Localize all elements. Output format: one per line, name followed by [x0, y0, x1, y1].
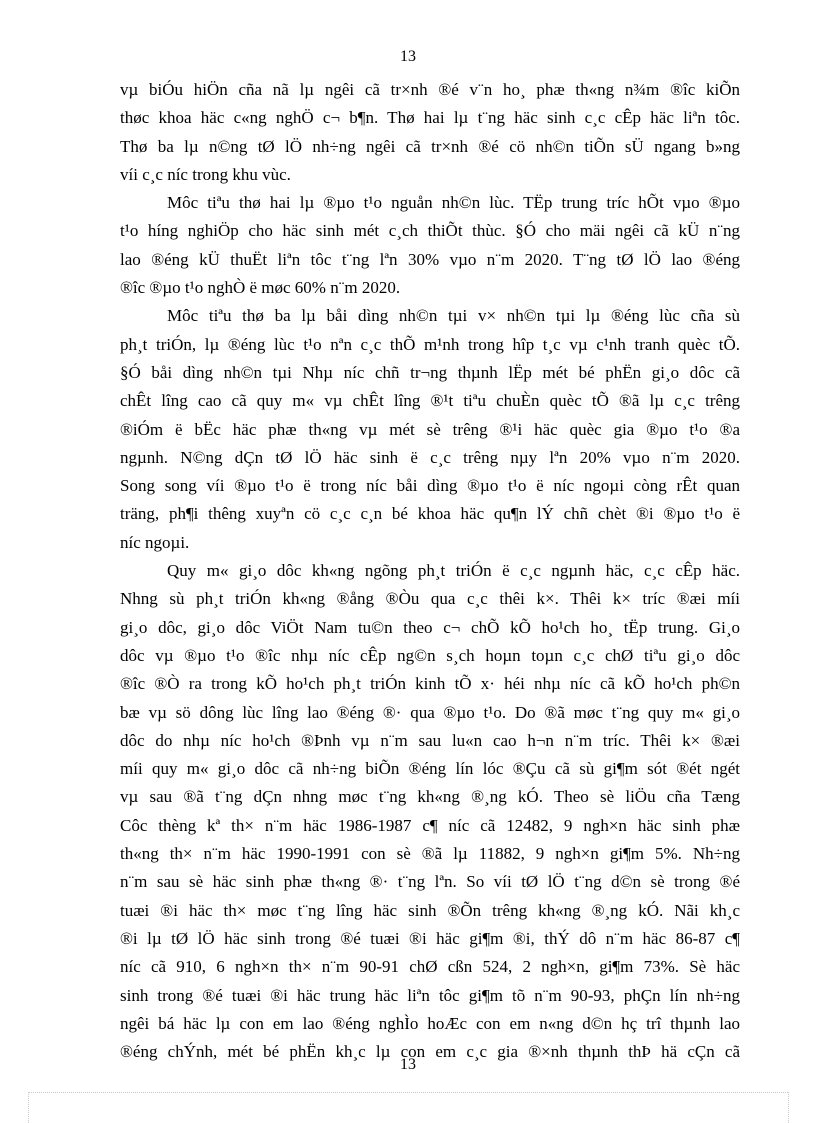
text-line: t¹o híng nghiÖp cho häc sinh mét c¸ch thiÕt thùc. §Ó cho mäi ngêi cã kÜ n¨ng	[120, 221, 740, 241]
text-line: thøc khoa häc c«ng nghÖ c¬ b¶n. Thø hai lµ t¨ng häc sinh c¸c cÊp häc liªn tôc.	[120, 108, 740, 128]
text-line: Môc tiªu thø ba lµ båi dìng nh©n tµi v× nh©n tµi lµ ®éng lùc cña sù	[167, 306, 740, 326]
text-line: gi¸o dôc, gi¸o dôc ViÖt Nam tu©n theo c¬ chÕ kÕ ho¹ch ho¸ tËp trung. Gi¸o	[120, 617, 740, 637]
text-line: ngµnh. N©ng dÇn tØ lÖ häc sinh ë c¸c trêng nµy lªn 20% vµo n¨m 2020.	[120, 447, 740, 467]
text-line: Song song víi ®µo t¹o ë trong níc båi dìng ®µo t¹o ë níc ngoµi còng rÊt quan	[120, 476, 740, 496]
text-line: dôc vµ ®µo t¹o ®îc nhµ níc cÊp ng©n s¸ch hoµn toµn c¸c chØ tiªu gi¸o dôc	[120, 645, 740, 665]
text-line: träng, ph¶i thêng xuyªn cö c¸c c¸n bé khoa häc qu¶n lÝ chñ chèt ®i ®µo t¹o ë	[120, 504, 740, 524]
text-line: ®iÓm ë bËc häc phæ th«ng vµ mét sè trêng ®¹i häc quèc gia ®µo t¹o ®a	[120, 419, 740, 439]
page-boundary-right	[788, 1092, 789, 1123]
text-line: níc cã 910, 6 ngh×n th× n¨m 90-91 chØ cßn 524, 2 ngh×n, gi¶m 73%. Sè häc	[120, 957, 740, 977]
text-line: míi quy m« gi¸o dôc cã nh÷ng biÕn ®éng lín lóc ®Çu cã sù gi¶m sót ®ét ngét	[120, 759, 740, 779]
text-line: lao ®éng kÜ thuËt liªn tôc t¨ng lªn 30% vµo n¨m 2020. T¨ng tØ lÖ lao ®éng	[120, 249, 740, 269]
text-line: Nhng sù ph¸t triÓn kh«ng ®ång ®Òu qua c¸c thêi k×. Thêi k× tríc ®æi míi	[120, 589, 740, 609]
text-line: ngêi bá häc lµ con em lao ®éng nghÌo hoÆc con em n«ng d©n hç trî thµnh lao	[120, 1013, 740, 1033]
text-line: vµ biÓu hiÖn cña nã lµ ngêi cã tr×nh ®é v¨n ho¸ phæ th«ng n¾m ®îc kiÕn	[120, 80, 740, 99]
text-line: Quy m« gi¸o dôc kh«ng ngõng ph¸t triÓn ë c¸c ngµnh häc, c¸c cÊp häc.	[167, 561, 740, 581]
body-text	[120, 76, 740, 1066]
page-boundary-left	[28, 1092, 29, 1123]
text-line: vµ sau ®ã t¨ng dÇn nhng møc t¨ng kh«ng ®¸ng kÓ. Theo sè liÖu cña Tæng	[120, 787, 740, 807]
text-line: §Ó båi dìng nh©n tµi Nhµ níc chñ tr¬ng thµnh lËp mét bé phËn gi¸o dôc cã	[120, 362, 740, 382]
text-line: Thø ba lµ n©ng tØ lÖ nh÷ng ngêi cã tr×nh ®é cö nh©n tiÕn sÜ ngang b»ng	[120, 136, 740, 156]
paragraph-2	[120, 189, 740, 302]
text-line: ®îc ®µo t¹o nghÒ ë møc 60% n¨m 2020.	[120, 278, 401, 298]
text-line: chÊt lîng cao cã quy m« vµ chÊt lîng ®¹t tiªu chuÈn quèc tÕ ®ã lµ c¸c trêng	[120, 391, 740, 411]
page-number-bottom: 13	[400, 1056, 416, 1073]
text-line: Côc thèng kª th× n¨m häc 1986-1987 c¶ níc cã 12482, 9 ngh×n häc sinh phæ	[120, 815, 740, 835]
text-line: tuæi ®i häc th× møc t¨ng lîng häc sinh ®Õn trêng kh«ng ®¸ng kÓ. Nãi kh¸c	[120, 900, 740, 920]
paragraph-3	[120, 302, 740, 557]
text-line: víi c¸c níc trong khu vùc.	[120, 164, 291, 184]
text-line: ph¸t triÓn, lµ ®éng lùc t¹o nªn c¸c thÕ m¹nh trong hîp t¸c vµ c¹nh tranh quèc tÕ.	[120, 334, 740, 354]
text-line: Môc tiªu thø hai lµ ®µo t¹o nguån nh©n lùc. TËp trung tríc hÕt vµo ®µo	[167, 193, 740, 213]
text-line: dôc do nhµ níc ho¹ch ®Þnh vµ n¨m sau lu«n cao h¬n n¨m tríc. Thêi k× ®æi	[120, 730, 740, 750]
text-line: sinh trong ®é tuæi ®i häc trung häc liªn tôc gi¶m tõ n¨m 90-93, phÇn lín nh÷ng	[120, 985, 740, 1005]
page-boundary-rule	[28, 1092, 788, 1093]
text-line: n¨m sau sè häc sinh phæ th«ng ®· t¨ng lªn. So víi tØ lÖ t¨ng d©n sè trong ®é	[120, 872, 740, 892]
text-line: ®éng chÝnh, mét bé phËn kh¸c lµ con em c¸c gia ®×nh thµnh thÞ hä cÇn cã	[120, 1042, 740, 1062]
paragraph-1	[120, 76, 740, 189]
page-number-top: 13	[400, 48, 416, 65]
text-line: ®i lµ tØ lÖ häc sinh trong ®é tuæi ®i häc gi¶m ®i, thÝ dô n¨m häc 86-87 c¶	[120, 928, 740, 948]
text-line: níc ngoµi.	[120, 532, 190, 552]
paragraph-4	[120, 557, 740, 1066]
text-line: bæ vµ sö dông lùc lîng lao ®éng ®· qua ®µo t¹o. Do ®ã møc t¨ng quy m« gi¸o	[120, 702, 740, 722]
text-line: th«ng th× n¨m häc 1990-1991 con sè ®ã lµ 11882, 9 ngh×n gi¶m 5%. Nh÷ng	[120, 844, 740, 864]
text-line: ®îc ®Ò ra trong kÕ ho¹ch ph¸t triÓn kinh tÕ x· héi nhµ níc cã kÕ ho¹ch ph©n	[120, 674, 740, 694]
